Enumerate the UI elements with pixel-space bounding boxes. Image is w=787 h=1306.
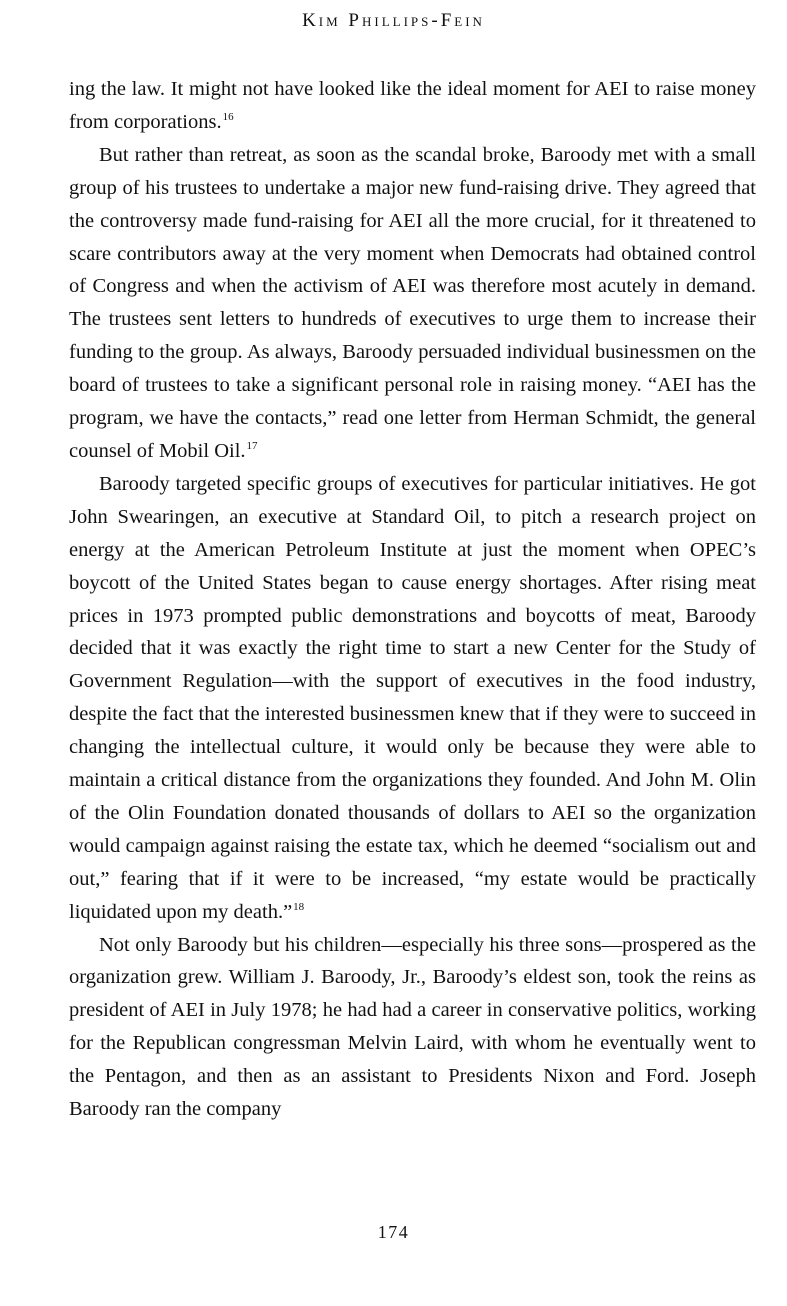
paragraph-text: Baroody targeted specific groups of executives for particular initiatives. He got John Swearingen, an executive at Standard Oil, to pitch a research project on energy at the American Petroleum Institute at just the moment when OPEC’s boycott of the United States began to cause energy shortages. After rising meat prices in 1973 prompted public demonstrations and boycotts of meat, Baroody decided that it was exactly the right time to start a new Center for the Study of Government Regulation—with the support of executives in the food industry, despite the fact that the interested businessmen knew that if they were to succeed in changing the intellectual culture, it would only be because they were able to maintain a critical distance from the organizations they founded. And John M. Olin of the Olin Foundation donated thousands of dollars to AEI so the organization would campaign against raising the estate tax, which he deemed “socialism out and out,” fearing that if it were to be increased, “my estate would be practically liquidated upon my death.” (69, 472, 756, 923)
footnote-ref-16: 16 (222, 110, 234, 123)
page-number: 174 (377, 1222, 410, 1242)
footnote-ref-18: 18 (293, 900, 305, 913)
body-text (69, 73, 756, 1126)
paragraph-2 (69, 139, 756, 468)
paragraph-1 (69, 73, 756, 139)
running-head: Kim Phillips-Fein (302, 10, 485, 31)
paragraph-text: ing the law. It might not have looked like the ideal moment for AEI to raise money from corporations. (69, 78, 756, 133)
paragraph-text: But rather than retreat, as soon as the scandal broke, Baroody met with a small group of his trustees to undertake a major new fund-raising drive. They agreed that the controversy made fund-raising for AEI all the more crucial, for it threatened to scare contributors away at the very moment when Democrats had obtained control of Congress and when the activism of AEI was therefore most acutely in demand. The trustees sent letters to hundreds of executives to urge them to increase their funding to the group. As always, Baroody persuaded individual businessmen on the board of trustees to take a significant personal role in raising money. “AEI has the program, we have the contacts,” read one letter from Herman Schmidt, the general counsel of Mobil Oil. (69, 143, 756, 462)
paragraph-4 (69, 929, 756, 1126)
paragraph-text: Not only Baroody but his children—especially his three sons—prospered as the organization grew. William J. Baroody, Jr., Baroody’s eldest son, took the reins as president of AEI in July 1978; he had had a career in conservative politics, working for the Republican congressman Melvin Laird, with whom he eventually went to the Pentagon, and then as an assistant to Presidents Nixon and Ford. Joseph Baroody ran the company (69, 933, 756, 1121)
paragraph-3 (69, 468, 756, 929)
footnote-ref-17: 17 (246, 439, 258, 452)
